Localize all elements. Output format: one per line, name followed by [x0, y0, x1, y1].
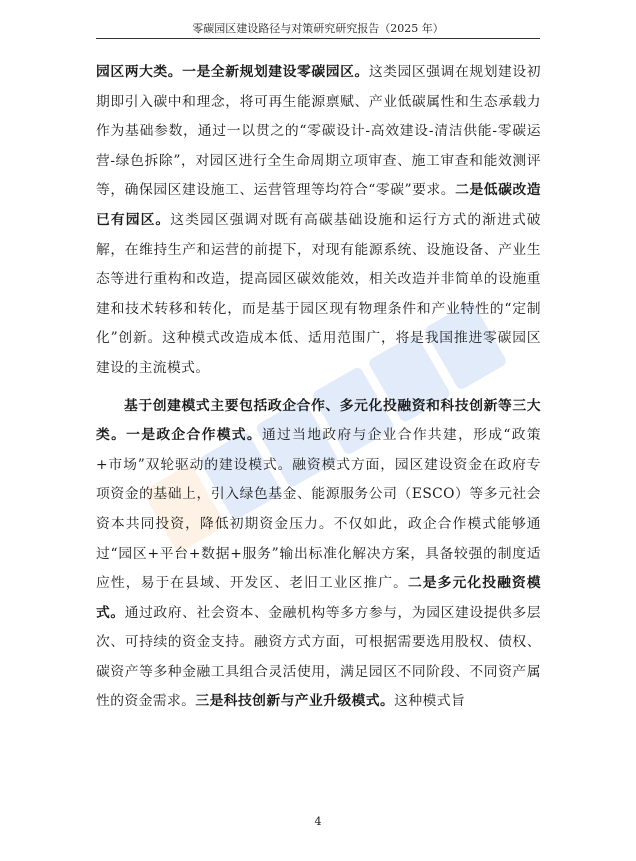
bold-heading-run: 二是多元化投融资模式。 — [96, 575, 541, 621]
bold-heading-run: 二是低碳改造已有园区。 — [96, 182, 541, 228]
bold-heading-run: 三是科技创新与产业升级模式。 — [195, 693, 395, 710]
running-header: 零碳园区建设路径与对策研究研究报告（2025 年） — [192, 22, 444, 35]
text-run: 这类园区强调对既有高碳基础设施和运行方式的渐进式破解，在维持生产和运营的前提下，对现有能源系统、设施设备、产业生态等进行重构和改造，提高园区碳效能效，相关改造并非简单的设施重建和技术转移和转化，而是基于园区现有物理条件和产业特性的“定制化”创新。这种模式改造成本低、适用范围广，将是我国推进零碳园区建设的主流模式。 — [96, 211, 542, 376]
header-divider — [96, 38, 540, 39]
body-paragraph — [96, 392, 541, 718]
bold-heading-run: 园区两大类。一是全新规划建设零碳园区。 — [96, 64, 369, 80]
text-run: 这种模式旨 — [394, 693, 466, 710]
body-paragraph — [96, 58, 541, 384]
text-run: 这类园区强调在规划建设初期即引入碳中和理念，将可再生能源禀赋、产业低碳属性和生态承载力作为基础参数，通过一以贯之的“零碳设计-高效建设-清洁供能-零碳运营-绿色拆除”，对园区进行全生命周期立项审查、施工审查和能效测评等，确保园区建设施工、运营管理等均符合“零碳”要求。 — [96, 64, 541, 199]
bold-heading-run: 基于创建模式主要包括政企合作、多元化投融资和科技创新等三大类。一是政企合作模式。 — [96, 397, 541, 444]
text-run: 通过政府、社会资本、金融机构等多方参与，为园区建设提供多层次、可持续的资金支持。融资方式方面，可根据需要选用股权、债权、碳资产等多种金融工具组合灵活使用，满足园区不同阶段、不同资产属性的资金需求。 — [96, 604, 541, 710]
page-number: 4 — [314, 815, 322, 828]
text-run: 通过当地政府与企业合作共建，形成“政策+市场”双轮驱动的建设模式。融资模式方面，园区建设资金在政府专项资金的基础上，引入绿色基金、能源服务公司（ESCO）等多元社会资本共同投资，降低初期资金压力。不仅如此，政企合作模式能够通过“园区+平台+数据+服务”输出标准化解决方案，具备较强的制度适应性，易于在县域、开发区、老旧工业区推广。 — [96, 427, 541, 592]
document-body — [96, 58, 541, 717]
